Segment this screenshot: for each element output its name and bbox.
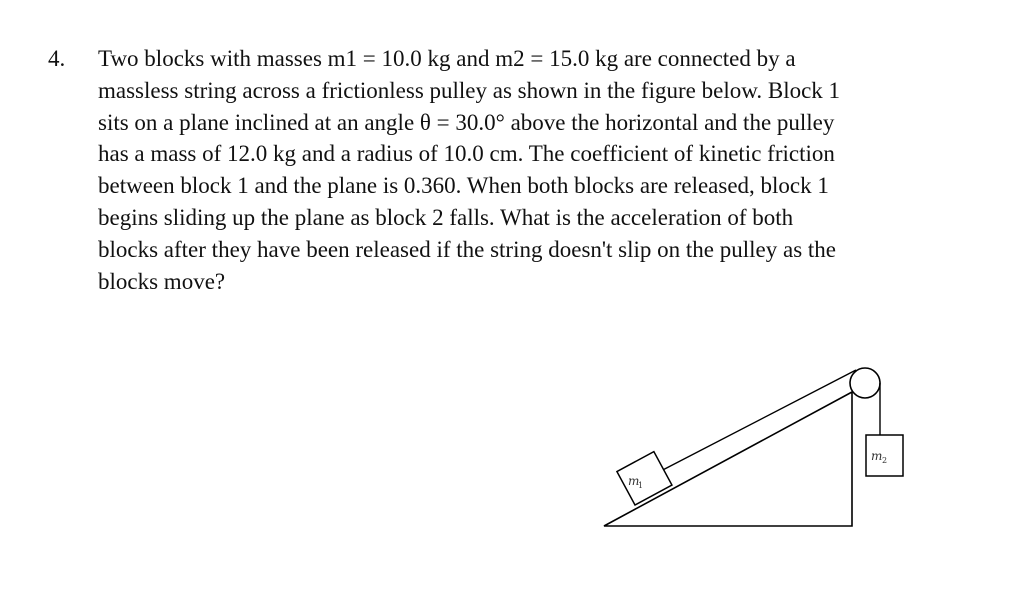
figure-svg — [590, 350, 930, 540]
problem-line-1: Two blocks with masses m1 = 10.0 kg and m2 = 15.0 kg are connected by a — [98, 46, 796, 71]
problem-line-3: sits on a plane inclined at an angle θ = 30.0° above the horizontal and the pulley — [98, 109, 835, 135]
problem-line-8: blocks move? — [98, 268, 226, 294]
block-1 — [617, 452, 672, 505]
string-incline — [655, 370, 856, 474]
problem-line-5: between block 1 and the plane is 0.360. When both blocks are released, block 1 — [98, 173, 829, 199]
block-2-subscript: 2 — [882, 456, 888, 465]
incline-pulley-figure — [590, 350, 930, 540]
problem-line-2: massless string across a frictionless pulley as shown in the figure below. Block 1 — [98, 77, 841, 103]
pulley — [850, 368, 880, 398]
problem-line-6: begins sliding up the plane as block 2 falls. What is the acceleration of both — [98, 204, 794, 230]
block-1-label: m — [628, 474, 640, 488]
problem-line-4: has a mass of 12.0 kg and a radius of 10.0 cm. The coefficient of kinetic friction — [98, 141, 835, 167]
block-1-subscript: 1 — [638, 481, 644, 490]
problem-statement — [98, 43, 978, 297]
problem-line-7: blocks after they have been released if the string doesn't slip on the pulley as the — [98, 236, 836, 262]
block-2-label: m — [871, 449, 883, 463]
problem-number: 4. — [48, 46, 66, 71]
